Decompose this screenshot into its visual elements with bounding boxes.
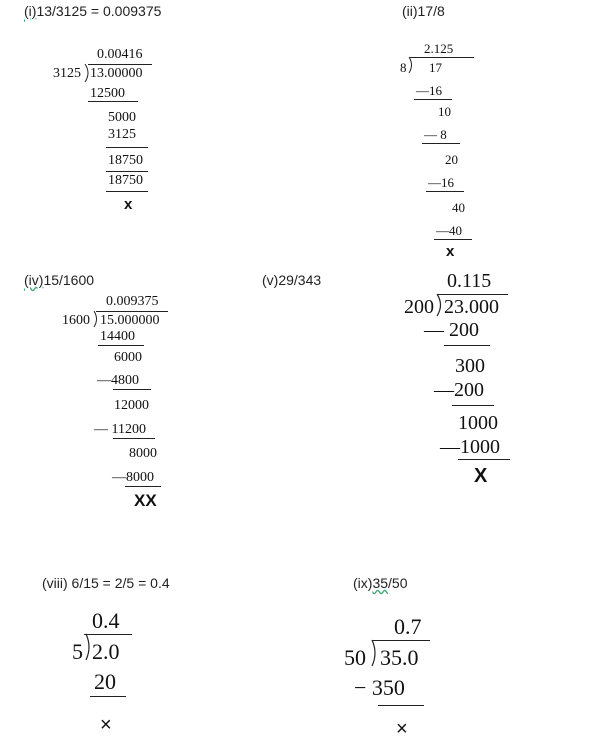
- vinculum: [410, 57, 474, 58]
- problem-ix-label-prefix: (ix): [353, 575, 373, 591]
- problem-i-label-prefix: (i): [24, 3, 37, 19]
- dividend: 17: [429, 60, 442, 75]
- step: 18750: [108, 153, 143, 168]
- end-mark: X: [474, 465, 488, 487]
- quotient: 0.00416: [97, 47, 143, 62]
- step: 8000: [129, 446, 157, 461]
- step-line: [106, 147, 148, 148]
- step-line: [113, 438, 155, 439]
- problem-ii-label: (ii)17/8: [402, 3, 445, 19]
- division-bracket: [408, 57, 416, 75]
- step: —200: [434, 379, 484, 401]
- step-line: [125, 486, 161, 487]
- step: 12000: [114, 398, 149, 413]
- step-line: [414, 99, 452, 100]
- vinculum: [88, 64, 152, 65]
- step: —40: [436, 223, 462, 238]
- end-mark: ×: [100, 714, 112, 736]
- dividend: 23.000: [444, 296, 499, 318]
- step: − 350: [354, 675, 405, 700]
- step: 18750: [108, 173, 143, 188]
- end-mark: x: [446, 243, 455, 260]
- division-bracket: [370, 640, 379, 668]
- step-line: [422, 143, 460, 144]
- vinculum: [96, 311, 168, 312]
- step-line: [434, 239, 472, 240]
- quotient: 2.125: [424, 41, 454, 56]
- end-mark: ×: [396, 718, 408, 740]
- step: — 11200: [94, 422, 146, 437]
- step-line: [458, 459, 510, 460]
- step-line: [452, 405, 494, 406]
- step-line: [90, 696, 126, 697]
- dividend: 35.0: [380, 645, 419, 670]
- dividend: 13.00000: [90, 66, 143, 81]
- step: 1000: [458, 412, 498, 434]
- problem-i-label-rest: 13/3125 = 0.009375: [36, 3, 162, 19]
- step-line: [88, 101, 138, 102]
- step: 10: [438, 104, 451, 119]
- step: —16: [428, 175, 454, 190]
- problem-ix-label-mid: 35: [372, 575, 389, 591]
- step: — 200: [424, 319, 479, 341]
- step: —8000: [112, 470, 154, 485]
- end-mark: x: [124, 196, 133, 213]
- problem-ix-label: [353, 575, 407, 591]
- step-line: [378, 705, 424, 706]
- problem-ix-label-rest: /50: [388, 575, 408, 591]
- end-mark: XX: [134, 491, 157, 510]
- step: 14400: [100, 329, 135, 344]
- step: — 8: [424, 127, 447, 142]
- divisor: 200: [404, 296, 434, 318]
- quotient: 0.009375: [106, 294, 159, 309]
- step: 6000: [114, 350, 142, 365]
- step: —4800: [97, 373, 139, 388]
- problem-v-label: (v)29/343: [262, 272, 322, 288]
- step-line: [98, 345, 144, 346]
- divisor: 3125: [53, 66, 81, 81]
- problem-iv-label: [24, 272, 94, 288]
- problem-i-label: [24, 3, 161, 19]
- problem-iv-label-rest: 15/1600: [43, 272, 95, 288]
- vinculum: [438, 294, 508, 295]
- problem-iv-label-prefix: (iv): [24, 272, 44, 288]
- step: —16: [416, 83, 442, 98]
- divisor: 5: [72, 639, 83, 664]
- divisor: 1600: [62, 313, 90, 328]
- vinculum: [372, 640, 430, 641]
- quotient: 0.7: [394, 614, 422, 639]
- dividend: 2.0: [92, 639, 120, 664]
- step-line: [444, 345, 490, 346]
- quotient: 0.4: [92, 608, 120, 633]
- step-line: [106, 171, 148, 172]
- step: 3125: [108, 127, 136, 142]
- step-line: [113, 389, 151, 390]
- step: 20: [445, 152, 458, 167]
- dividend: 15.000000: [100, 313, 160, 328]
- problem-viii-label: (viii) 6/15 = 2/5 = 0.4: [42, 575, 170, 591]
- step: 300: [455, 355, 485, 377]
- step-line: [426, 191, 464, 192]
- step: 20: [94, 669, 116, 694]
- step: 5000: [108, 110, 136, 125]
- step-line: [106, 191, 148, 192]
- step: 12500: [90, 86, 125, 101]
- step: —1000: [440, 436, 500, 458]
- quotient: 0.115: [447, 270, 492, 292]
- step: 40: [452, 200, 465, 215]
- divisor: 50: [344, 645, 366, 670]
- divisor: 8: [400, 60, 407, 75]
